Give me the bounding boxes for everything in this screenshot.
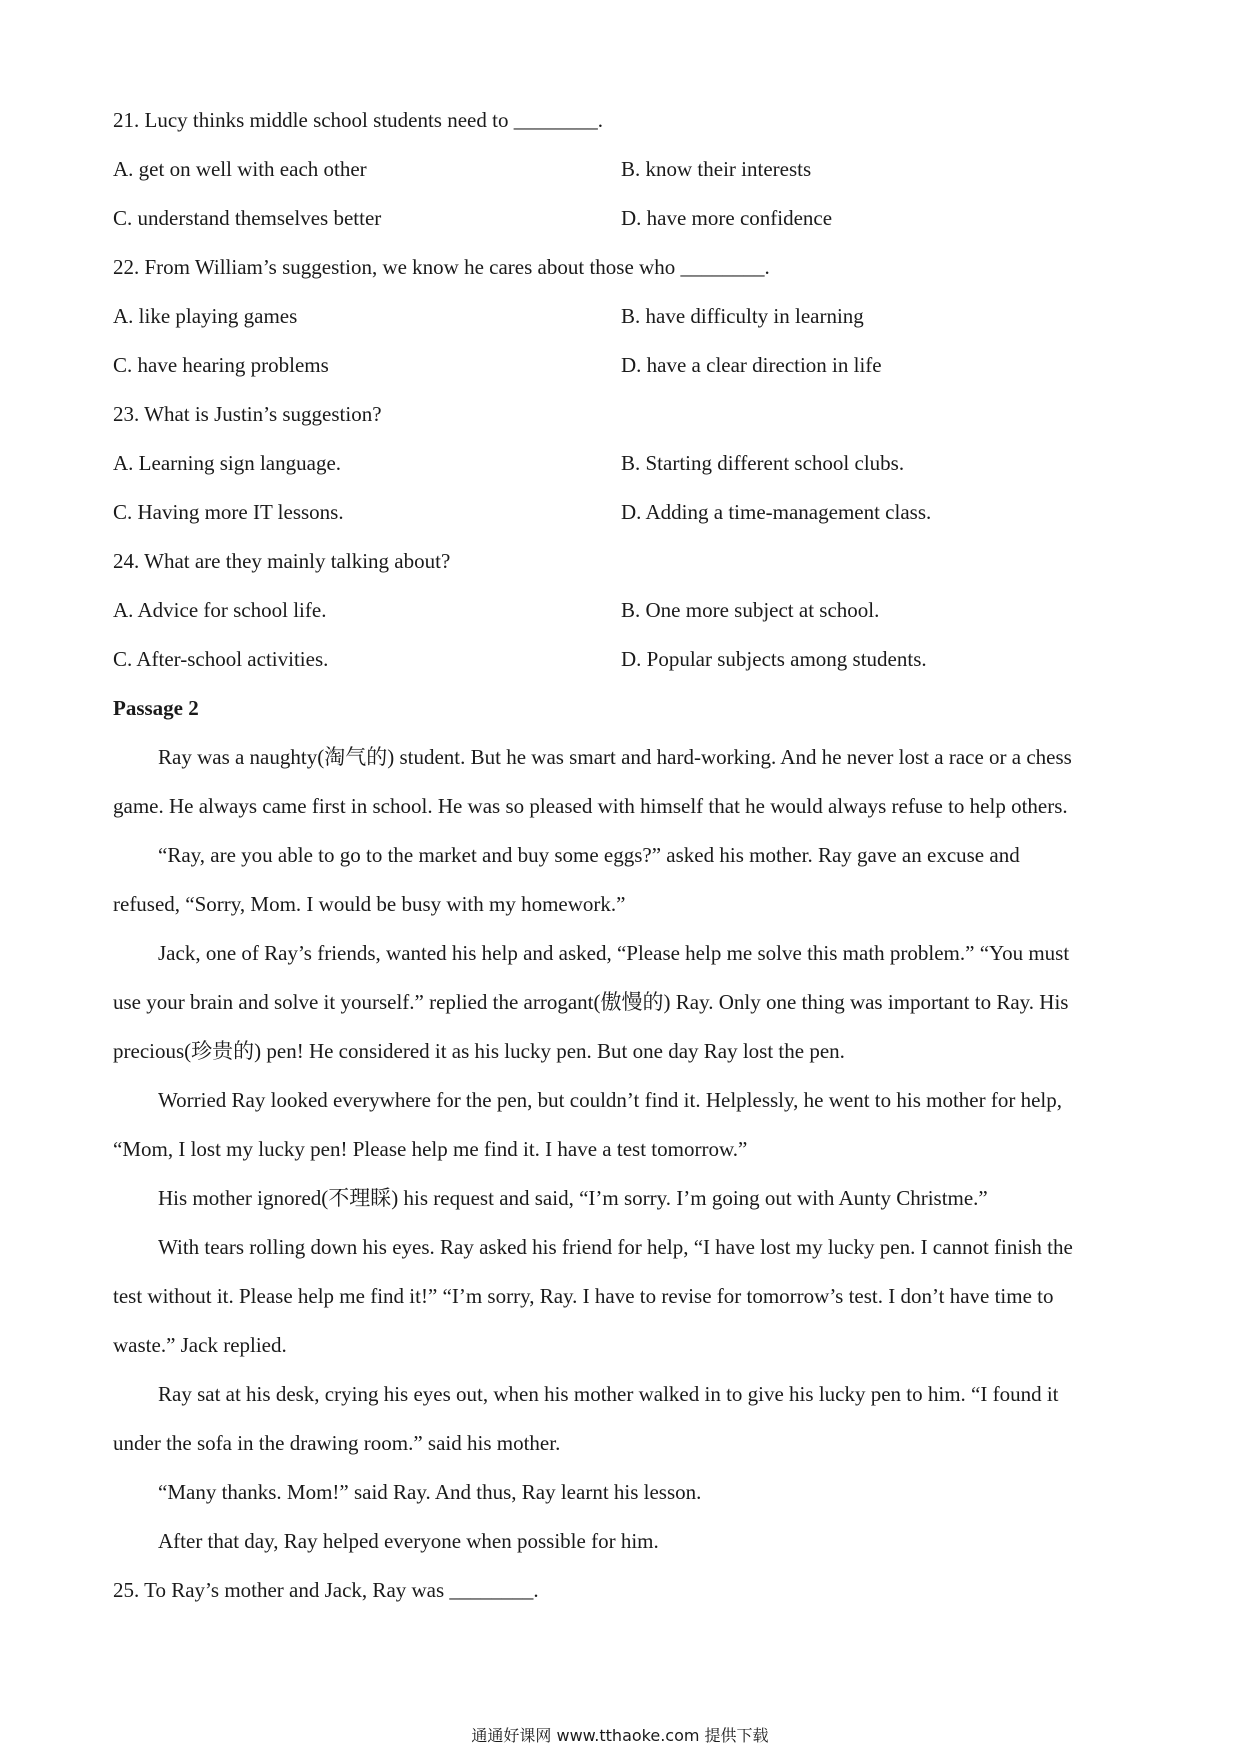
- option-21c: C. understand themselves better: [113, 206, 382, 230]
- passage-line: “Ray, are you able to go to the market and buy some eggs?” asked his mother. Ray gave an excuse and: [158, 843, 1020, 867]
- passage-line: test without it. Please help me find it!” “I’m sorry, Ray. I have to revise for tomorrow’s test. I don’t have time to: [113, 1284, 1054, 1308]
- passage-line: Worried Ray looked everywhere for the pen, but couldn’t find it. Helplessly, he went to his mother for help,: [158, 1088, 1062, 1112]
- option-21b: B. know their interests: [621, 157, 812, 181]
- passage-line: waste.” Jack replied.: [113, 1333, 287, 1357]
- option-24d: D. Popular subjects among students.: [621, 647, 927, 671]
- option-23d: D. Adding a time-management class.: [621, 500, 932, 524]
- options-row: [113, 488, 1123, 537]
- options-row: [113, 292, 1123, 341]
- passage-line: His mother ignored(不理睬) his request and said, “I’m sorry. I’m going out with Aunty Christme.”: [158, 1186, 988, 1210]
- passage-line: game. He always came first in school. He was so pleased with himself that he would always refuse to help others.: [113, 794, 1068, 818]
- passage-line: Ray was a naughty(淘气的) student. But he was smart and hard-working. And he never lost a race or a chess: [158, 745, 1072, 769]
- option-23c: C. Having more IT lessons.: [113, 500, 344, 524]
- question-stem-24: 24. What are they mainly talking about?: [113, 549, 451, 573]
- page-footer: 通通好课网 www.tthaoke.com 提供下载: [471, 1726, 769, 1745]
- passage-body: [113, 733, 1123, 1566]
- option-22d: D. have a clear direction in life: [621, 353, 882, 377]
- passage-line: Ray sat at his desk, crying his eyes out, when his mother walked in to give his lucky pen to him. “I found it: [158, 1382, 1059, 1406]
- option-22b: B. have difficulty in learning: [621, 304, 864, 328]
- document-page: [113, 96, 1123, 1615]
- passage-line: “Many thanks. Mom!” said Ray. And thus, Ray learnt his lesson.: [158, 1480, 702, 1504]
- options-row: [113, 635, 1123, 684]
- question-stem-22: 22. From William’s suggestion, we know he cares about those who ________.: [113, 255, 770, 279]
- passage-heading: Passage 2: [113, 696, 199, 720]
- question-stem-21: 21. Lucy thinks middle school students need to ________.: [113, 108, 603, 132]
- option-22c: C. have hearing problems: [113, 353, 329, 377]
- passage-line: “Mom, I lost my lucky pen! Please help me find it. I have a test tomorrow.”: [113, 1137, 748, 1161]
- option-21a: A. get on well with each other: [113, 157, 367, 181]
- passage-line: refused, “Sorry, Mom. I would be busy with my homework.”: [113, 892, 626, 916]
- options-row: [113, 439, 1123, 488]
- question-stem-25: 25. To Ray’s mother and Jack, Ray was ________.: [113, 1578, 539, 1602]
- options-row: [113, 341, 1123, 390]
- options-row: [113, 145, 1123, 194]
- passage-line: With tears rolling down his eyes. Ray asked his friend for help, “I have lost my lucky pen. I cannot finish the: [158, 1235, 1073, 1259]
- option-23b: B. Starting different school clubs.: [621, 451, 905, 475]
- options-row: [113, 586, 1123, 635]
- option-24a: A. Advice for school life.: [113, 598, 327, 622]
- passage-line: precious(珍贵的) pen! He considered it as his lucky pen. But one day Ray lost the pen.: [113, 1039, 845, 1063]
- options-row: [113, 194, 1123, 243]
- passage-line: use your brain and solve it yourself.” replied the arrogant(傲慢的) Ray. Only one thing was important to Ray. His: [113, 990, 1069, 1014]
- passage-line: After that day, Ray helped everyone when possible for him.: [158, 1529, 659, 1553]
- option-23a: A. Learning sign language.: [113, 451, 342, 475]
- option-24c: C. After-school activities.: [113, 647, 329, 671]
- option-24b: B. One more subject at school.: [621, 598, 880, 622]
- passage-line: Jack, one of Ray’s friends, wanted his help and asked, “Please help me solve this math problem.” “You must: [158, 941, 1070, 965]
- question-stem-23: 23. What is Justin’s suggestion?: [113, 402, 382, 426]
- passage-line: under the sofa in the drawing room.” said his mother.: [113, 1431, 561, 1455]
- option-21d: D. have more confidence: [621, 206, 833, 230]
- option-22a: A. like playing games: [113, 304, 298, 328]
